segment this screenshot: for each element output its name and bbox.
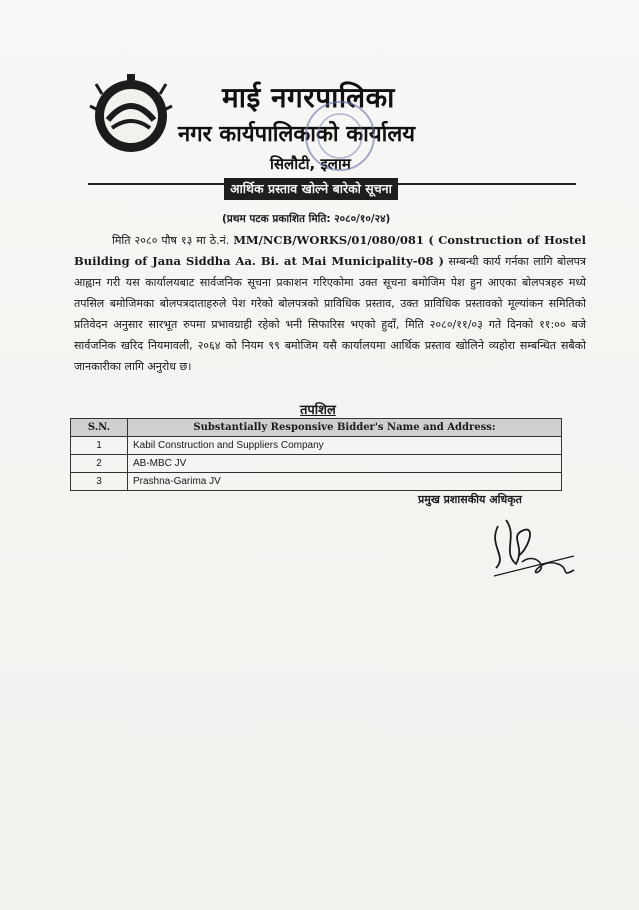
office-name: माई नगरपालिका <box>222 81 395 114</box>
annex-heading: तपशिल <box>300 403 336 418</box>
row-sn: 3 <box>71 473 128 491</box>
office-subtitle: नगर कार्यपालिकाको कार्यालय <box>178 122 415 147</box>
table-header-row <box>71 419 562 437</box>
notice-body <box>74 230 586 377</box>
row-sn: 1 <box>71 437 128 455</box>
tender-reference: MM/NCB/WORKS/01/080/081 ( Construction of Hostel Building of Jana Siddha Aa. Bi. at Mai Municipality-08 ) <box>74 233 586 268</box>
row-bidder-name: AB-MBC JV <box>128 455 562 473</box>
column-header-sn: S.N. <box>71 419 128 437</box>
officer-title: प्रमुख प्रशासकीय अधिकृत <box>418 493 522 506</box>
first-published-date: (प्रथम पटक प्रकाशित मिति: २०८०/१०/२४) <box>222 213 391 225</box>
notice-heading: आर्थिक प्रस्ताव खोल्ने बारेको सूचना <box>224 178 398 200</box>
office-location: सिलौटी, इलाम <box>270 155 351 173</box>
column-header-bidder: Substantially Responsive Bidder's Name and Address: <box>128 419 562 437</box>
bidders-table <box>70 418 562 491</box>
handwritten-signature <box>478 506 588 596</box>
office-stamp-icon <box>300 96 380 176</box>
table-row <box>71 455 562 473</box>
row-bidder-name: Kabil Construction and Suppliers Company <box>128 437 562 455</box>
body-part-1: मिति २०८० पौष १३ मा ठे.नं. <box>112 234 234 247</box>
table-row <box>71 473 562 491</box>
row-sn: 2 <box>71 455 128 473</box>
body-part-2: सम्बन्धी कार्य गर्नका लागि बोलपत्र आह्वान गरी यस कार्यालयबाट सार्वजनिक सूचना प्रकाशन गरिएकोमा उक्त सूचना बमोजिम पेश हुन आएका बोलपत्रहरु मध्ये तपसिल बमोजिमका बोलपत्रदाताहरुले पेश गरेको बोलपत्रको प्राविधिक प्रस्ताव, उक्त प्राविधिक प्रस्तावको मूल्यांकन समितिको प्रतिवेदन अनुसार सारभूत रुपमा प्रभावग्राही रहेको भनी सिफारिस भएको हुदाँ, मिति २०८०/११/०३ गते दिनको ११:०० बजे सार्वजनिक खरिद नियमावली, २०६४ को नियम ९९ बमोजिम यसै कार्यालयमा आर्थिक प्रस्ताव खोलिने व्यहोरा सम्बन्धित सबैको जानकारीका लागि अनुरोध छ। <box>74 255 586 373</box>
government-emblem-icon <box>88 70 174 156</box>
row-bidder-name: Prashna-Garima JV <box>128 473 562 491</box>
table-row <box>71 437 562 455</box>
